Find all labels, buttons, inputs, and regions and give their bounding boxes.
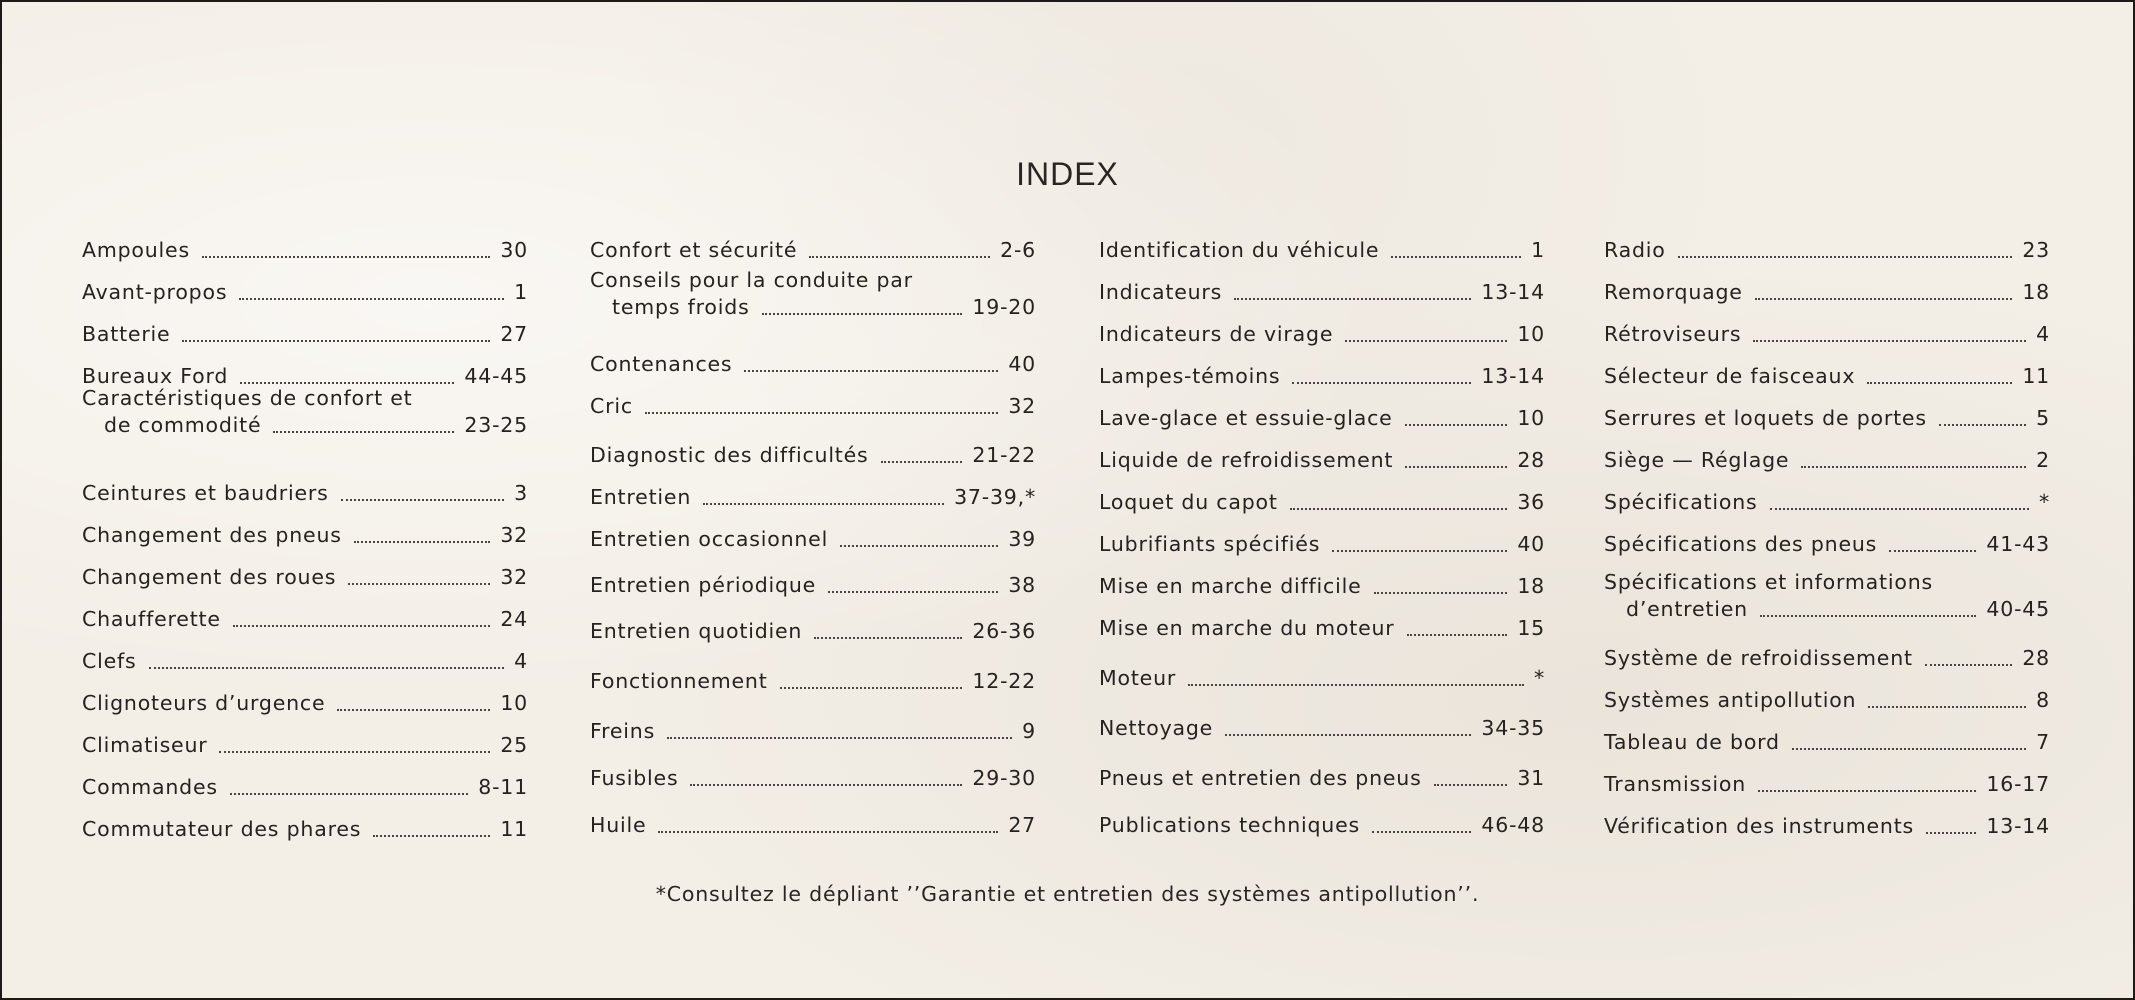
dot-leader [1188, 684, 1524, 686]
index-page-number: 29-30 [972, 766, 1036, 790]
dot-leader [233, 625, 491, 627]
index-page-number: 21-22 [972, 443, 1036, 467]
index-page-number: 38 [1008, 573, 1036, 597]
index-page-number: 4 [2036, 322, 2050, 346]
index-entry [590, 267, 1036, 321]
index-page-number: 37-39,* [954, 485, 1036, 509]
dot-leader [1889, 550, 1976, 552]
index-term: Bureaux Ford [82, 364, 229, 388]
index-page-number: 10 [500, 691, 528, 715]
index-term: Entretien quotidien [590, 619, 803, 643]
index-term: Lampes-témoins [1099, 364, 1281, 388]
index-term: Mise en marche du moteur [1099, 616, 1395, 640]
index-term: Changement des roues [82, 565, 337, 589]
index-page-number: 34-35 [1481, 716, 1545, 740]
index-entry [590, 618, 1036, 645]
dot-leader [1678, 256, 2013, 258]
dot-leader [341, 499, 505, 501]
dot-leader [1391, 256, 1521, 258]
dot-leader [1345, 340, 1507, 342]
index-page-number: 3 [514, 481, 528, 505]
index-entry [1604, 405, 2050, 432]
index-page-number: 13-14 [1481, 280, 1545, 304]
index-page-number: 5 [2036, 406, 2050, 430]
index-entry [1604, 321, 2050, 348]
dot-leader [202, 256, 490, 258]
index-page-number: 30 [500, 238, 528, 262]
index-page-number: 27 [1008, 813, 1036, 837]
index-page-number: 40 [1517, 532, 1545, 556]
index-page-number: 39 [1008, 527, 1036, 551]
dot-leader [658, 831, 998, 833]
dot-leader [1755, 298, 2013, 300]
dot-leader [1939, 424, 2026, 426]
index-page-number: 1 [514, 280, 528, 304]
index-entry [590, 668, 1036, 695]
index-term: Tableau de bord [1604, 730, 1780, 754]
index-entry [1099, 531, 1545, 558]
dot-leader [273, 431, 454, 433]
index-entry [1099, 279, 1545, 306]
index-page-number: 26-36 [972, 619, 1036, 643]
index-page-number: 10 [1517, 406, 1545, 430]
index-entry [1604, 363, 2050, 390]
index-page-number: 40-45 [1986, 597, 2050, 621]
dot-leader [1372, 831, 1471, 833]
index-term: Identification du véhicule [1099, 238, 1380, 262]
index-page-number: 32 [500, 523, 528, 547]
index-entry [1099, 363, 1545, 390]
index-term-line-2: de commodité [104, 413, 262, 437]
index-page-number: 2-6 [1000, 238, 1036, 262]
index-page-number: 32 [500, 565, 528, 589]
index-entry [1604, 687, 2050, 714]
index-term: Indicateurs [1099, 280, 1223, 304]
index-term [590, 267, 913, 321]
index-page-number: 18 [2022, 280, 2050, 304]
index-entry [1099, 321, 1545, 348]
dot-leader [690, 784, 962, 786]
dot-leader [354, 541, 491, 543]
index-entry [1604, 569, 2050, 623]
index-term: Fusibles [590, 766, 679, 790]
index-entry [590, 765, 1036, 792]
dot-leader [230, 793, 468, 795]
dot-leader [1925, 664, 2012, 666]
index-entry [1604, 489, 2050, 516]
index-entry [590, 484, 1036, 511]
index-entry [82, 522, 528, 549]
index-term: Climatiseur [82, 733, 208, 757]
dot-leader [780, 687, 963, 689]
index-term: Spécifications [1604, 490, 1758, 514]
dot-leader [881, 461, 963, 463]
index-page-number: 41-43 [1986, 532, 2050, 556]
index-entry [82, 564, 528, 591]
dot-leader [219, 751, 490, 753]
index-term: Clefs [82, 649, 137, 673]
dot-leader [1234, 298, 1471, 300]
index-term: Radio [1604, 238, 1666, 262]
dot-leader [1407, 634, 1508, 636]
dot-leader [645, 412, 998, 414]
index-entry [1604, 279, 2050, 306]
dot-leader [1374, 592, 1508, 594]
index-term: Nettoyage [1099, 716, 1214, 740]
page-title: INDEX [1016, 156, 1119, 192]
index-page-number: 11 [2022, 364, 2050, 388]
index-entry [1099, 489, 1545, 516]
index-entry [590, 393, 1036, 420]
index-entry [1099, 237, 1545, 264]
index-page-number: * [1533, 666, 1545, 690]
index-term: Fonctionnement [590, 669, 768, 693]
dot-leader [337, 709, 490, 711]
dot-leader [1225, 734, 1471, 736]
index-term: Lave-glace et essuie-glace [1099, 406, 1393, 430]
index-page-number: 1 [1531, 238, 1545, 262]
index-term: Chaufferette [82, 607, 221, 631]
dot-leader [814, 637, 962, 639]
index-page-number: 44-45 [464, 364, 528, 388]
index-term: Spécifications des pneus [1604, 532, 1878, 556]
index-term: Confort et sécurité [590, 238, 798, 262]
index-term-line-1: Spécifications et informations [1604, 570, 1933, 594]
index-page-number: 2 [2036, 448, 2050, 472]
index-entry [82, 774, 528, 801]
dot-leader [1770, 508, 2029, 510]
index-term: Changement des pneus [82, 523, 342, 547]
dot-leader [182, 340, 490, 342]
index-term-line-2: temps froids [612, 295, 750, 319]
index-page-number: 40 [1008, 352, 1036, 376]
index-term [82, 385, 413, 439]
index-term: Indicateurs de virage [1099, 322, 1334, 346]
index-page-number: 10 [1517, 322, 1545, 346]
index-term-line-1: Conseils pour la conduite par [590, 268, 913, 292]
index-entry [590, 237, 1036, 264]
index-term [1604, 569, 1933, 623]
dot-leader [1868, 706, 2026, 708]
index-page-number: 19-20 [972, 295, 1036, 319]
index-term: Commandes [82, 775, 218, 799]
dot-leader [1290, 508, 1508, 510]
index-page-number: 23-25 [464, 413, 528, 437]
index-term: Entretien périodique [590, 573, 817, 597]
index-entry [1604, 813, 2050, 840]
index-term: Siège — Réglage [1604, 448, 1790, 472]
index-term: Contenances [590, 352, 733, 376]
index-page-number: 9 [1022, 719, 1036, 743]
index-page-number: 24 [500, 607, 528, 631]
index-term: Ampoules [82, 238, 190, 262]
index-entry [1604, 237, 2050, 264]
index-page-number: 32 [1008, 394, 1036, 418]
index-page-number: 18 [1517, 574, 1545, 598]
index-term: Diagnostic des difficultés [590, 443, 869, 467]
index-entry [82, 385, 528, 439]
index-entry [82, 480, 528, 507]
index-entry [590, 351, 1036, 378]
index-term: Entretien occasionnel [590, 527, 829, 551]
dot-leader [1792, 748, 2026, 750]
footnote: *Consultez le dépliant ’’Garantie et entretien des systèmes antipollution’’. [655, 882, 1480, 906]
index-term: Serrures et loquets de portes [1604, 406, 1927, 430]
index-page-number: 7 [2036, 730, 2050, 754]
index-entry [82, 237, 528, 264]
index-entry [1099, 405, 1545, 432]
index-term: Cric [590, 394, 633, 418]
index-page-number: 13-14 [1986, 814, 2050, 838]
index-term: Pneus et entretien des pneus [1099, 766, 1422, 790]
index-page-number: 16-17 [1986, 772, 2050, 796]
index-entry [1604, 729, 2050, 756]
index-page-number: 13-14 [1481, 364, 1545, 388]
index-entry [1099, 765, 1545, 792]
index-entry [82, 648, 528, 675]
index-term: Avant-propos [82, 280, 228, 304]
index-page-number: 23 [2022, 238, 2050, 262]
index-page-number: 25 [500, 733, 528, 757]
index-term: Lubrifiants spécifiés [1099, 532, 1321, 556]
index-entry [1099, 665, 1545, 692]
index-page-number: 31 [1517, 766, 1545, 790]
dot-leader [1801, 466, 2026, 468]
index-entry [1099, 615, 1545, 642]
index-term-line-2: d’entretien [1626, 597, 1748, 621]
index-term: Mise en marche difficile [1099, 574, 1362, 598]
index-entry [1099, 447, 1545, 474]
index-term: Rétroviseurs [1604, 322, 1742, 346]
index-term: Transmission [1604, 772, 1747, 796]
dot-leader [744, 370, 998, 372]
index-term: Publications techniques [1099, 813, 1360, 837]
index-page-number: 15 [1517, 616, 1545, 640]
index-entry [590, 442, 1036, 469]
index-entry [1099, 573, 1545, 600]
dot-leader [240, 382, 454, 384]
index-entry [1604, 447, 2050, 474]
dot-leader [239, 298, 504, 300]
index-term: Moteur [1099, 666, 1177, 690]
index-term: Huile [590, 813, 647, 837]
index-term: Batterie [82, 322, 171, 346]
dot-leader [1292, 382, 1471, 384]
index-term: Liquide de refroidissement [1099, 448, 1394, 472]
index-term: Entretien [590, 485, 692, 509]
dot-leader [1434, 784, 1508, 786]
dot-leader [1405, 424, 1508, 426]
index-term: Remorquage [1604, 280, 1743, 304]
dot-leader [762, 313, 963, 315]
index-term-line-1: Caractéristiques de confort et [82, 386, 413, 410]
dot-leader [1332, 550, 1507, 552]
index-entry [82, 321, 528, 348]
index-entry [82, 279, 528, 306]
index-entry [590, 526, 1036, 553]
index-page-number: 8 [2036, 688, 2050, 712]
dot-leader [373, 835, 490, 837]
index-page-number: 11 [500, 817, 528, 841]
index-entry [82, 606, 528, 633]
index-entry [1604, 531, 2050, 558]
index-entry [82, 816, 528, 843]
index-term: Commutateur des phares [82, 817, 362, 841]
index-page-number: 27 [500, 322, 528, 346]
index-term: Ceintures et baudriers [82, 481, 329, 505]
index-page-number: 28 [1517, 448, 1545, 472]
dot-leader [840, 545, 998, 547]
index-page-number: 8-11 [478, 775, 528, 799]
index-entry [590, 572, 1036, 599]
dot-leader [1760, 615, 1977, 617]
index-term: Vérification des instruments [1604, 814, 1915, 838]
index-term: Loquet du capot [1099, 490, 1278, 514]
dot-leader [1405, 466, 1507, 468]
dot-leader [828, 591, 998, 593]
dot-leader [809, 256, 990, 258]
dot-leader [703, 503, 944, 505]
index-entry [1604, 771, 2050, 798]
dot-leader [1867, 382, 2012, 384]
dot-leader [348, 583, 490, 585]
dot-leader [149, 667, 505, 669]
index-page-number: 4 [514, 649, 528, 673]
dot-leader [1753, 340, 2026, 342]
index-page-number: 36 [1517, 490, 1545, 514]
index-entry [1604, 645, 2050, 672]
index-page-number: 28 [2022, 646, 2050, 670]
index-term: Systèmes antipollution [1604, 688, 1857, 712]
index-entry [1099, 715, 1545, 742]
dot-leader [1758, 790, 1976, 792]
index-entry [82, 732, 528, 759]
index-entry [590, 718, 1036, 745]
index-term: Clignoteurs d’urgence [82, 691, 326, 715]
index-page-number: 46-48 [1481, 813, 1545, 837]
index-term: Freins [590, 719, 656, 743]
index-term: Système de refroidissement [1604, 646, 1913, 670]
dot-leader [1926, 832, 1976, 834]
index-term: Sélecteur de faisceaux [1604, 364, 1856, 388]
dot-leader [667, 737, 1012, 739]
index-page-number: 12-22 [972, 669, 1036, 693]
index-page-number: * [2038, 490, 2050, 514]
index-entry [1099, 812, 1545, 839]
index-entry [82, 690, 528, 717]
index-entry [590, 812, 1036, 839]
